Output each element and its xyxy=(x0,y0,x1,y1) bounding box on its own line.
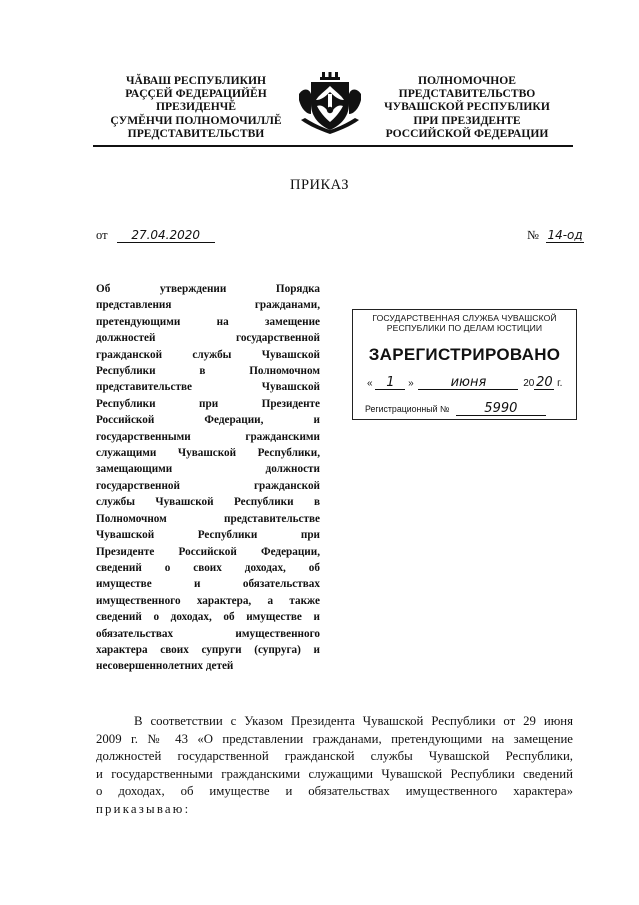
subject-line: государственной гражданской xyxy=(96,479,320,492)
subject-line: претендующими на замещение xyxy=(96,315,320,328)
header-right-line: ПРЕДСТАВИТЕЛЬСТВО xyxy=(398,87,536,101)
date-label: от xyxy=(96,228,108,242)
header-left-line: ПРЕДСТАВИТЕЛЬСТВИ xyxy=(127,126,265,140)
subject-line: государственными гражданскими xyxy=(96,430,320,443)
subject-line: Полномочном представительстве xyxy=(96,512,320,525)
quote-close: » xyxy=(408,378,414,389)
subject-line: службы Чувашской Республики в xyxy=(96,496,320,509)
subject-line: представительстве Чувашской xyxy=(96,381,320,394)
subject-line: имущественного характера, а также xyxy=(96,594,320,607)
subject-line: Об утверждении Порядка xyxy=(96,283,320,295)
number-label: № xyxy=(527,228,539,242)
subject-line: Республики при Президенте xyxy=(96,397,320,410)
stamp-header xyxy=(353,313,576,334)
coat-of-arms-emblem xyxy=(297,70,363,136)
registration-stamp xyxy=(352,309,577,420)
subject-line: характера своих супруги (супруга) и xyxy=(96,643,320,656)
header-right-line: ПРИ ПРЕЗИДЕНТЕ xyxy=(413,113,521,127)
subject-line: несовершеннолетних детей xyxy=(96,660,234,673)
number-value-handwritten: 14-од xyxy=(547,228,583,242)
subject-line: должностей государственной xyxy=(96,332,320,345)
reg-number-label: Регистрационный № xyxy=(365,404,450,414)
stamp-year-prefix: 20 xyxy=(523,378,535,389)
quote-open: « xyxy=(367,378,373,389)
body-line: должностей государственной гражданской службы Чувашской Республики, xyxy=(96,749,573,764)
header-left-line: ЧĂВАШ РЕСПУБЛИКИН xyxy=(125,74,267,87)
header-right-line: ПОЛНОМОЧНОЕ xyxy=(417,74,517,87)
header-left-line: ПРЕЗИДЕНЧĔ xyxy=(155,100,237,114)
header-divider xyxy=(93,145,573,147)
stamp-title: ЗАРЕГИСТРИРОВАНО xyxy=(368,345,561,364)
header-right-block xyxy=(372,74,562,140)
document-type-title: ПРИКАЗ xyxy=(289,177,350,193)
subject-line: Республики в Полномочном xyxy=(96,365,320,378)
header-right-line: РОССИЙСКОЙ ФЕДЕРАЦИИ xyxy=(385,126,549,140)
stamp-year-unit: г. xyxy=(557,378,563,389)
body-line: о доходах, об имуществе и обязательствах имущественного характера» xyxy=(96,784,573,799)
stamp-header-line: ГОСУДАРСТВЕННАЯ СЛУЖБА ЧУВАШСКОЙ xyxy=(372,313,557,323)
reg-number-handwritten: 5990 xyxy=(456,402,546,416)
subject-line: служащими Чувашской Республики, xyxy=(96,447,320,460)
subject-line: обязательствах имущественного xyxy=(96,627,320,640)
subject-line: имуществе и обязательствах xyxy=(96,578,320,591)
date-value-handwritten: 27.04.2020 xyxy=(117,229,215,243)
stamp-year-handwritten: 20 xyxy=(536,375,553,390)
body-line: 2009 г. № 43 «О представлении гражданами, претендующими на замещение xyxy=(96,731,573,746)
subject-line: представления гражданами, xyxy=(96,299,320,312)
header-left-line: РАÇÇЕЙ ФЕДЕРАЦИЙĔН xyxy=(125,87,267,101)
body-line: и государственными гражданскими служащими Чувашской Республики сведений xyxy=(96,766,573,781)
order-date xyxy=(96,228,215,243)
stamp-registration-number xyxy=(365,402,570,416)
stamp-day-handwritten: 1 xyxy=(375,376,405,390)
subject-line: Чувашской Республики при xyxy=(96,529,320,542)
subject-line: гражданской службы Чувашской xyxy=(96,348,320,361)
header-right-line: ЧУВАШСКОЙ РЕСПУБЛИКИ xyxy=(384,100,550,114)
subject-line: Российской Федерации, и xyxy=(96,414,320,427)
header-left-line: ÇУМĔНЧИ ПОЛНОМОЧИЛЛĔ xyxy=(110,113,282,127)
order-subject xyxy=(96,281,320,675)
order-body xyxy=(96,713,573,819)
order-number xyxy=(527,228,584,243)
header-left-block xyxy=(96,74,296,140)
stamp-header-line: РЕСПУБЛИКИ ПО ДЕЛАМ ЮСТИЦИИ xyxy=(386,323,543,334)
subject-line: замещающими должности xyxy=(96,463,320,476)
subject-line: сведений о своих доходах, об xyxy=(96,561,320,574)
subject-line: сведений о доходах, об имуществе и xyxy=(96,611,320,624)
stamp-registration-date xyxy=(367,376,567,390)
body-line-order-word: приказываю: xyxy=(96,801,191,816)
body-line: В соответствии с Указом Президента Чувашской Республики от 29 июня xyxy=(134,714,573,728)
subject-line: Президенте Российской Федерации, xyxy=(96,545,320,558)
stamp-month-handwritten: июня xyxy=(418,376,518,390)
